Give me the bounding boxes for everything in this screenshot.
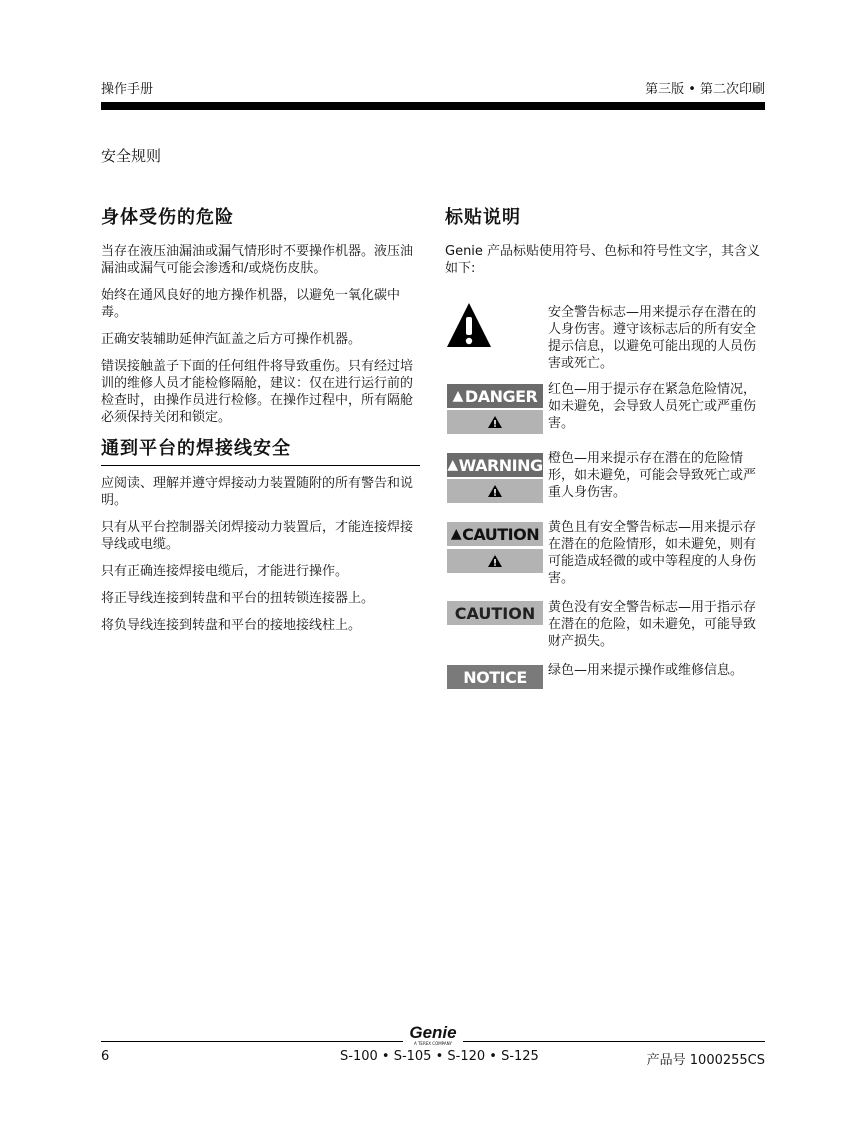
caution-sub <box>447 549 543 573</box>
caution-label: ▲ CAUTION <box>447 522 543 546</box>
left-column-2 <box>101 434 421 460</box>
paragraph: 当存在液压油漏油或漏气情形时不要操作机器。液压油漏油或漏气可能会渗透和/或烧伤皮肤。 <box>101 244 414 276</box>
page-number: 6 <box>101 1049 110 1064</box>
warning-sub <box>447 479 543 503</box>
section-rule <box>101 465 420 466</box>
paragraph: 将正导线连接到转盘和平台的扭转锁连接器上。 <box>101 591 375 606</box>
left-column-3 <box>101 475 421 634</box>
paragraph: 始终在通风良好的地方操作机器，以避免一氧化碳中毒。 <box>101 288 401 320</box>
safety-alert-icon <box>445 301 493 349</box>
product-number: 产品号 1000255CS <box>646 1053 765 1068</box>
warning-triangle-icon <box>488 416 502 428</box>
label-desc-notice: 绿色—用来提示操作或维修信息。 <box>548 663 744 678</box>
warning-triangle-icon: ▲ <box>450 526 462 542</box>
heading-labels: 标贴说明 <box>445 207 521 228</box>
label-desc-caution: 黄色且有安全警告标志—用来提示存在潜在的危险情形，如未避免，则有可能造成轻微的或中等程度的人身伤害。 <box>548 520 757 586</box>
genie-logo: Genie A TEREX COMPANY <box>409 1023 457 1046</box>
right-column <box>445 203 765 277</box>
header-left: 操作手册 <box>101 82 154 97</box>
paragraph: 只有从平台控制器关闭焊接动力装置后，才能连接焊接导线或电缆。 <box>101 520 414 552</box>
paragraph: 应阅读、理解并遵守焊接动力装置随附的所有警告和说明。 <box>101 476 414 508</box>
warning-triangle-icon: ▲ <box>452 388 463 404</box>
footer-rule-right <box>463 1041 765 1042</box>
header-rule <box>101 102 765 110</box>
footer-rule-left <box>101 1041 403 1042</box>
notice-label: NOTICE <box>447 665 543 689</box>
paragraph: 正确安装辅助延伸汽缸盖之后方可操作机器。 <box>101 332 362 347</box>
warning-label: ▲ WARNING <box>447 453 543 477</box>
labels-intro: Genie 产品标贴使用符号、色标和符号性文字，其含义如下: <box>445 244 761 276</box>
warning-triangle-icon <box>488 555 502 567</box>
danger-sub <box>447 410 543 434</box>
paragraph: 将负导线连接到转盘和平台的接地接线柱上。 <box>101 618 362 633</box>
label-desc-danger: 红色—用于提示存在紧急危险情况，如未避免，会导致人员死亡或严重伤害。 <box>548 382 757 431</box>
caution-plain-label: CAUTION <box>447 601 543 625</box>
heading-injury: 身体受伤的危险 <box>101 207 234 228</box>
model-list: S-100 • S-105 • S-120 • S-125 <box>340 1049 539 1064</box>
warning-triangle-icon <box>488 485 502 497</box>
left-column <box>101 203 421 426</box>
warning-triangle-icon: ▲ <box>447 457 458 473</box>
label-desc-caution-plain: 黄色没有安全警告标志—用于指示存在潜在的危险，如未避免，可能导致财产损失。 <box>548 600 757 649</box>
heading-welding: 通到平台的焊接线安全 <box>101 438 291 459</box>
paragraph: 只有正确连接焊接电缆后，才能进行操作。 <box>101 564 349 579</box>
header-right: 第三版 • 第二次印刷 <box>645 82 765 97</box>
section-title: 安全规则 <box>101 147 162 165</box>
paragraph: 错误接触盖子下面的任何组件将导致重伤。只有经过培训的维修人员才能检修隔舱，建议：仅在进行运行前的检查时，由操作员进行检修。在操作过程中，所有隔舱必须保持关闭和锁定。 <box>101 359 414 425</box>
label-desc-warning: 橙色—用来提示存在潜在的危险情形，如未避免，可能会导致死亡或严重人身伤害。 <box>548 451 757 500</box>
label-desc-alert: 安全警告标志—用来提示存在潜在的人身伤害。遵守该标志后的所有安全提示信息，以避免可能出现的人员伤害或死亡。 <box>548 305 757 371</box>
danger-label: ▲ DANGER <box>447 384 543 408</box>
